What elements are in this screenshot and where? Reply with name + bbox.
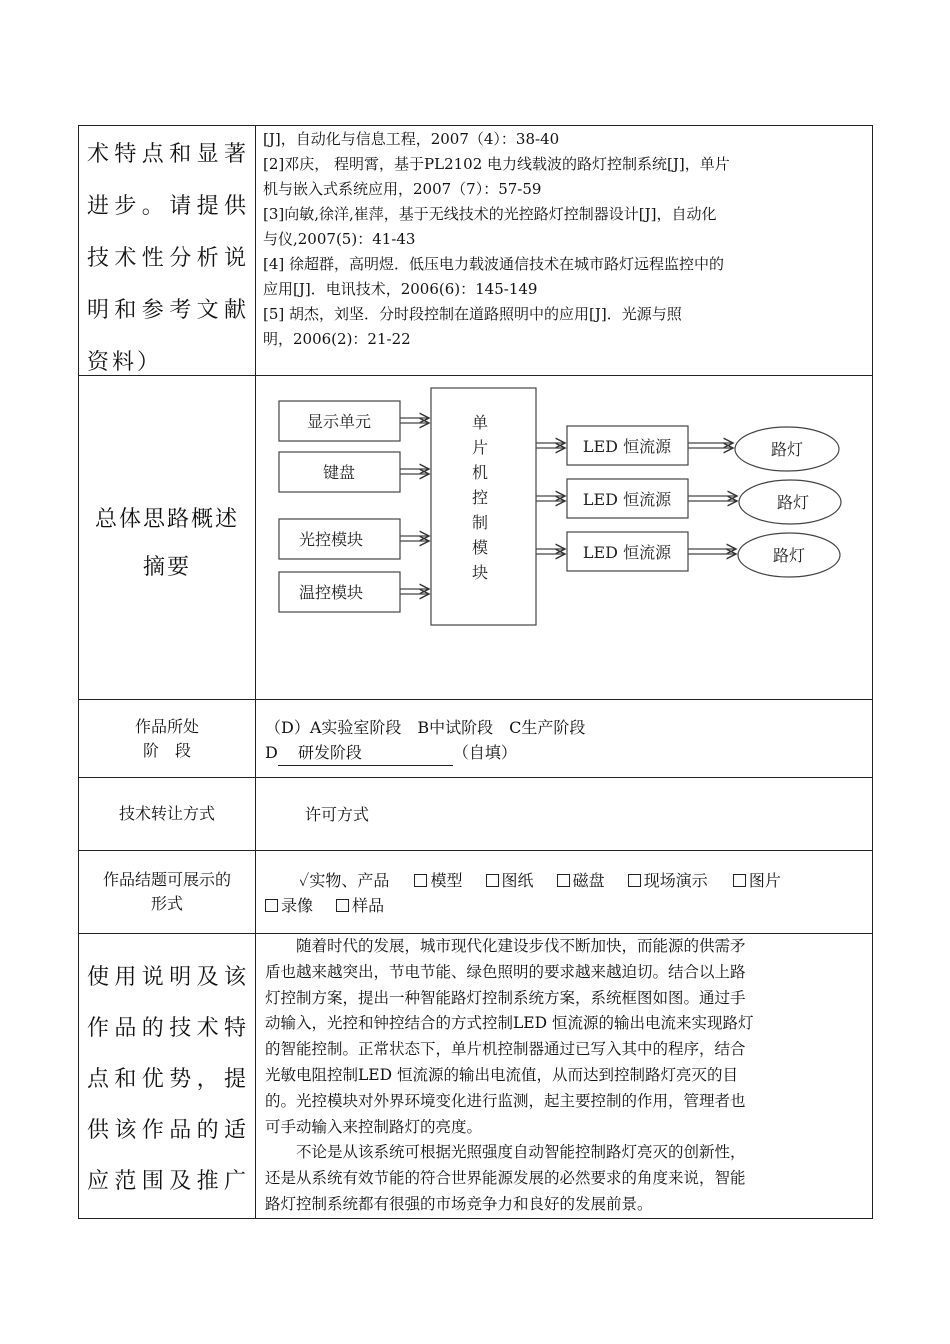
row-divider <box>79 777 872 778</box>
usage-label-line: 作品的技术特 <box>87 1016 249 1041</box>
checkbox-icon <box>414 874 427 887</box>
display-form-label-line: 形式 <box>150 894 183 913</box>
option-label: 实物、产品 <box>309 871 390 890</box>
checkbox-icon <box>336 899 349 912</box>
usage-line: 的智能控制。正常状态下，单片机控制器通过已写入其中的程序，结合 <box>265 1040 746 1059</box>
overview-label <box>79 496 255 592</box>
driver-label: LED 恒流源 <box>582 543 672 562</box>
option-label: 现场演示 <box>643 871 708 890</box>
stage-fill-line <box>265 740 865 766</box>
reference-line: 与仪,2007(5)：41-43 <box>263 230 416 248</box>
usage-line: 还是从系统有效节能的符合世界能源发展的必然要求的角度来说，智能 <box>265 1169 746 1188</box>
display-form-options <box>265 868 865 918</box>
stage-fill-blank: 研发阶段 <box>278 740 453 766</box>
row-divider <box>79 699 872 700</box>
reference-line: [2]邓庆， 程明霄，基于PL2102 电力线载波的路灯控制系统[J]，单片 <box>263 155 730 173</box>
controller-char: 片 <box>471 438 489 457</box>
usage-line: 盾也越来越突出，节电节能、绿色照明的要求越来越迫切。结合以上路 <box>265 962 746 981</box>
option-label: 磁盘 <box>572 871 605 890</box>
input-label: 光控模块 <box>298 530 364 549</box>
reference-line: 机与嵌入式系统应用，2007（7）：57-59 <box>263 180 542 198</box>
controller-char: 控 <box>471 488 489 507</box>
input-label: 键盘 <box>322 463 356 482</box>
usage-line: 路灯控制系统都有很强的市场竞争力和良好的发展前景。 <box>265 1194 653 1213</box>
usage-line: 动输入，光控和钟控结合的方式控制LED 恒流源的输出电流来实现路灯 <box>265 1014 754 1033</box>
stage-label <box>79 715 255 763</box>
usage-label-line: 供该作品的适 <box>87 1118 249 1143</box>
stage-options: （D）A实验室阶段 B中试阶段 C生产阶段 <box>265 718 586 737</box>
controller-char: 机 <box>471 463 489 482</box>
overview-label-line: 总体思路概述 <box>94 507 239 532</box>
option-disk[interactable] <box>557 871 605 890</box>
controller-char: 块 <box>471 563 489 582</box>
checkbox-icon <box>628 874 641 887</box>
reference-line: 明，2006(2)：21-22 <box>263 330 411 348</box>
usage-label <box>87 952 249 1207</box>
application-form-table <box>78 125 873 1219</box>
option-label: 录像 <box>281 896 314 915</box>
row-divider <box>79 850 872 851</box>
usage-label-line: 点和优势，提 <box>87 1067 249 1092</box>
display-form-line <box>265 893 865 918</box>
stage-label-line: 作品所处 <box>134 717 199 736</box>
usage-line: 灯控制方案，提出一种智能路灯控制系统方案，系统框图如图。通过手 <box>265 988 746 1007</box>
overview-label-line: 摘要 <box>142 555 191 580</box>
reference-line: [5] 胡杰，刘坚．分时段控制在道路照明中的应用[J]．光源与照 <box>263 305 682 323</box>
refs-label-line: 进步。请提供 <box>87 194 249 219</box>
refs-label-line: 资料） <box>87 350 163 375</box>
usage-line: 随着时代的发展，城市现代化建设步伐不断加快，而能源的供需矛 <box>265 937 746 955</box>
option-video[interactable] <box>265 896 313 915</box>
stage-content <box>265 715 865 766</box>
refs-label-line: 技术性分析说 <box>87 246 249 271</box>
system-block-diagram <box>255 375 872 699</box>
option-model[interactable] <box>414 871 462 890</box>
checkbox-icon <box>265 899 278 912</box>
usage-label-line: 应范围及推广 <box>87 1169 249 1194</box>
controller-char: 制 <box>471 513 489 532</box>
transfer-value: 许可方式 <box>305 805 370 824</box>
checked-item[interactable] <box>299 871 389 890</box>
lamp-label: 路灯 <box>772 546 806 565</box>
reference-line: [4] 徐超群，高明煜．低压电力载波通信技术在城市路灯远程监控中的 <box>263 255 725 273</box>
option-sample[interactable] <box>336 896 384 915</box>
lamp-label: 路灯 <box>776 493 810 512</box>
option-label: 样品 <box>352 896 385 915</box>
usage-line: 光敏电阻控制LED 恒流源的输出电流值，从而达到控制路灯亮灭的目 <box>265 1065 738 1084</box>
checkbox-icon <box>557 874 570 887</box>
usage-description <box>265 934 865 1218</box>
driver-label: LED 恒流源 <box>582 490 672 509</box>
stage-d-prefix: D <box>265 743 278 762</box>
option-demo[interactable] <box>628 871 708 890</box>
checkbox-icon <box>486 874 499 887</box>
stage-label-line: 阶 段 <box>142 741 191 760</box>
option-label: 模型 <box>430 871 463 890</box>
checkbox-icon <box>733 874 746 887</box>
controller-char: 模 <box>471 538 489 557</box>
option-label: 图纸 <box>501 871 534 890</box>
references-list <box>263 127 863 352</box>
stage-d-suffix: （自填） <box>452 743 517 762</box>
controller-char: 单 <box>471 413 489 432</box>
option-picture[interactable] <box>733 871 781 890</box>
usage-label-line: 使用说明及该 <box>87 965 249 990</box>
input-label: 温控模块 <box>298 583 364 602</box>
driver-label: LED 恒流源 <box>582 437 672 456</box>
refs-label-line: 术特点和显著 <box>87 142 249 167</box>
option-drawing[interactable] <box>486 871 534 890</box>
transfer-label: 技术转让方式 <box>118 804 215 823</box>
check-mark-icon: ✓ <box>299 871 310 890</box>
reference-line: 应用[J]．电讯技术，2006(6)：145-149 <box>263 280 538 298</box>
reference-line: [3]向敏,徐洋,崔萍，基于无线技术的光控路灯控制器设计[J]，自动化 <box>263 205 717 223</box>
display-form-label <box>79 868 255 916</box>
usage-line: 不论是从该系统可根据光照强度自动智能控制路灯亮灭的创新性， <box>265 1143 746 1162</box>
refs-label <box>87 129 249 389</box>
option-label: 图片 <box>748 871 781 890</box>
display-form-label-line: 作品结题可展示的 <box>102 870 231 889</box>
lamp-label: 路灯 <box>770 440 804 459</box>
display-form-line <box>265 868 865 893</box>
reference-line: [J]，自动化与信息工程，2007（4）：38-40 <box>263 130 560 148</box>
refs-label-line: 明和参考文献 <box>87 298 249 323</box>
usage-line: 可手动输入来控制路灯的亮度。 <box>265 1117 483 1136</box>
input-label: 显示单元 <box>306 412 372 431</box>
usage-line: 的。光控模块对外界环境变化进行监测，起主要控制的作用，管理者也 <box>265 1091 746 1110</box>
